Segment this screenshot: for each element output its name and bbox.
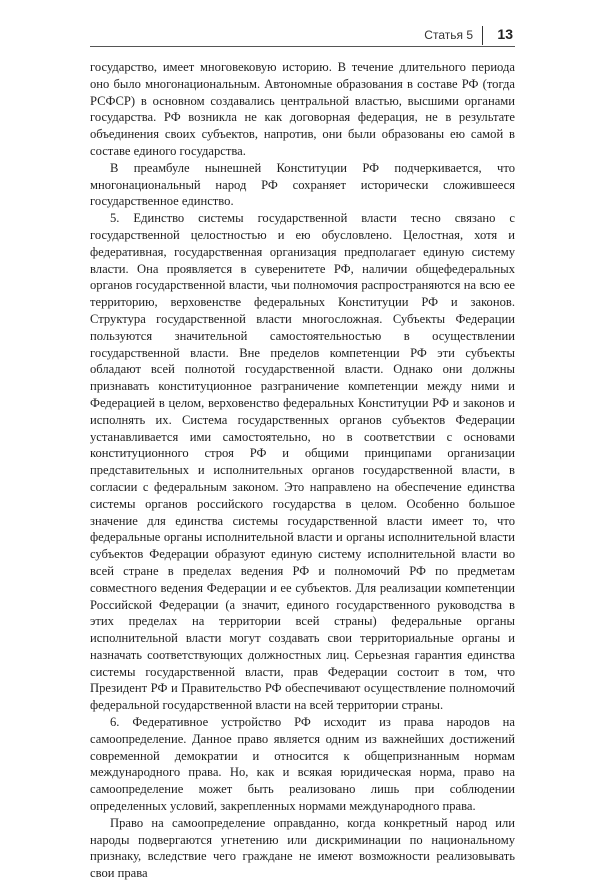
paragraph-point-5: 5. Единство системы государственной власти тесно связано с государственной целостностью и ею обусловлено. Целостная, хотя и федеративная, государственная организация предполагает единую систему власти. Она проявляется в суверенитете РФ, наличии общефедеральных органов государственной власти, чьи полномочия распространяются на всю ее территорию, верховенстве федеральных Конституции РФ и законов. Структура государственной власти многосложная. Субъекты Федерации пользуются значительной самостоятельностью в осуществлении государственной власти. Вне пределов компетенции РФ эти субъекты обладают всей полнотой государственной власти. Однако они должны признавать конституционное разграничение компетенции между ними и Федерацией в целом, верховенство федеральных Конституции РФ и законов и исполнять их. Система государственных органов субъектов Федерации устанавливается ими самостоятельно, но в соответствии с основами конституционного строя РФ и общими принципами организации представительных и исполнительных органов государственной власти, в согласии с федеральным законом. Это направлено на обеспечение единства системы органов российского государства в целом. Особенно большое значение для единства системы государственной власти имеет то, что федеральные органы исполнительной власти и органы исполнительной власти субъектов Федерации образуют единую систему исполнительной власти во всей стране в пределах ведения РФ и полномочий РФ по предметам совместного ведения Федерации и ее субъектов. Для реализации компетенции Российской Федерации (а значит, единого государственного руководства в этих пределах на территории всей страны) федеральные органы исполнительной власти могут создавать свои территориальные органы и назначать соответствующих должностных лиц. Серьезная гарантия единства системы государственной власти, прав Федерации состоит в том, что Президент РФ и Правительство РФ обеспечивают осуществление полномочий федеральной государственной власти на всей территории страны.: [90, 211, 515, 713]
running-header: [90, 26, 515, 46]
paragraph-preamble: В преамбуле нынешней Конституции РФ подчеркивается, что многонациональный народ РФ сохраняет исторически сложившееся государственное единство.: [90, 160, 515, 209]
paragraph-continuation: государство, имеет многовековую историю. В течение длительного периода оно было многонациональным. Автономные образования в составе РФ (тогда РСФСР) в основном создавались центральной властью, высшими органами государства. РФ возникла не как договорная федерация, не в результате объединения своих субъектов, напротив, они были образованы ею самой в составе единого государства.: [90, 60, 515, 158]
article-label: Статья 5: [424, 28, 473, 42]
header-rule: [90, 46, 515, 47]
paragraph-point-6: 6. Федеративное устройство РФ исходит из права народов на самоопределение. Данное право является одним из важнейших достижений современной демократии и относится к общепризнанным нормам международного права. Но, как и всякая юридическая норма, право на самоопределение может быть реализовано лишь при соблюдении определенных условий, закрепленных нормами международного права.: [90, 715, 515, 814]
page-number: 13: [497, 26, 513, 42]
paragraph-self-determination: Право на самоопределение оправданно, когда конкретный народ или народы подвергаются угнетению или дискриминации по национальному признаку, вследствие чего граждане не имеют возможности реализовывать свои права: [90, 815, 515, 881]
page-body: [90, 59, 515, 882]
header-separator: [482, 26, 483, 45]
